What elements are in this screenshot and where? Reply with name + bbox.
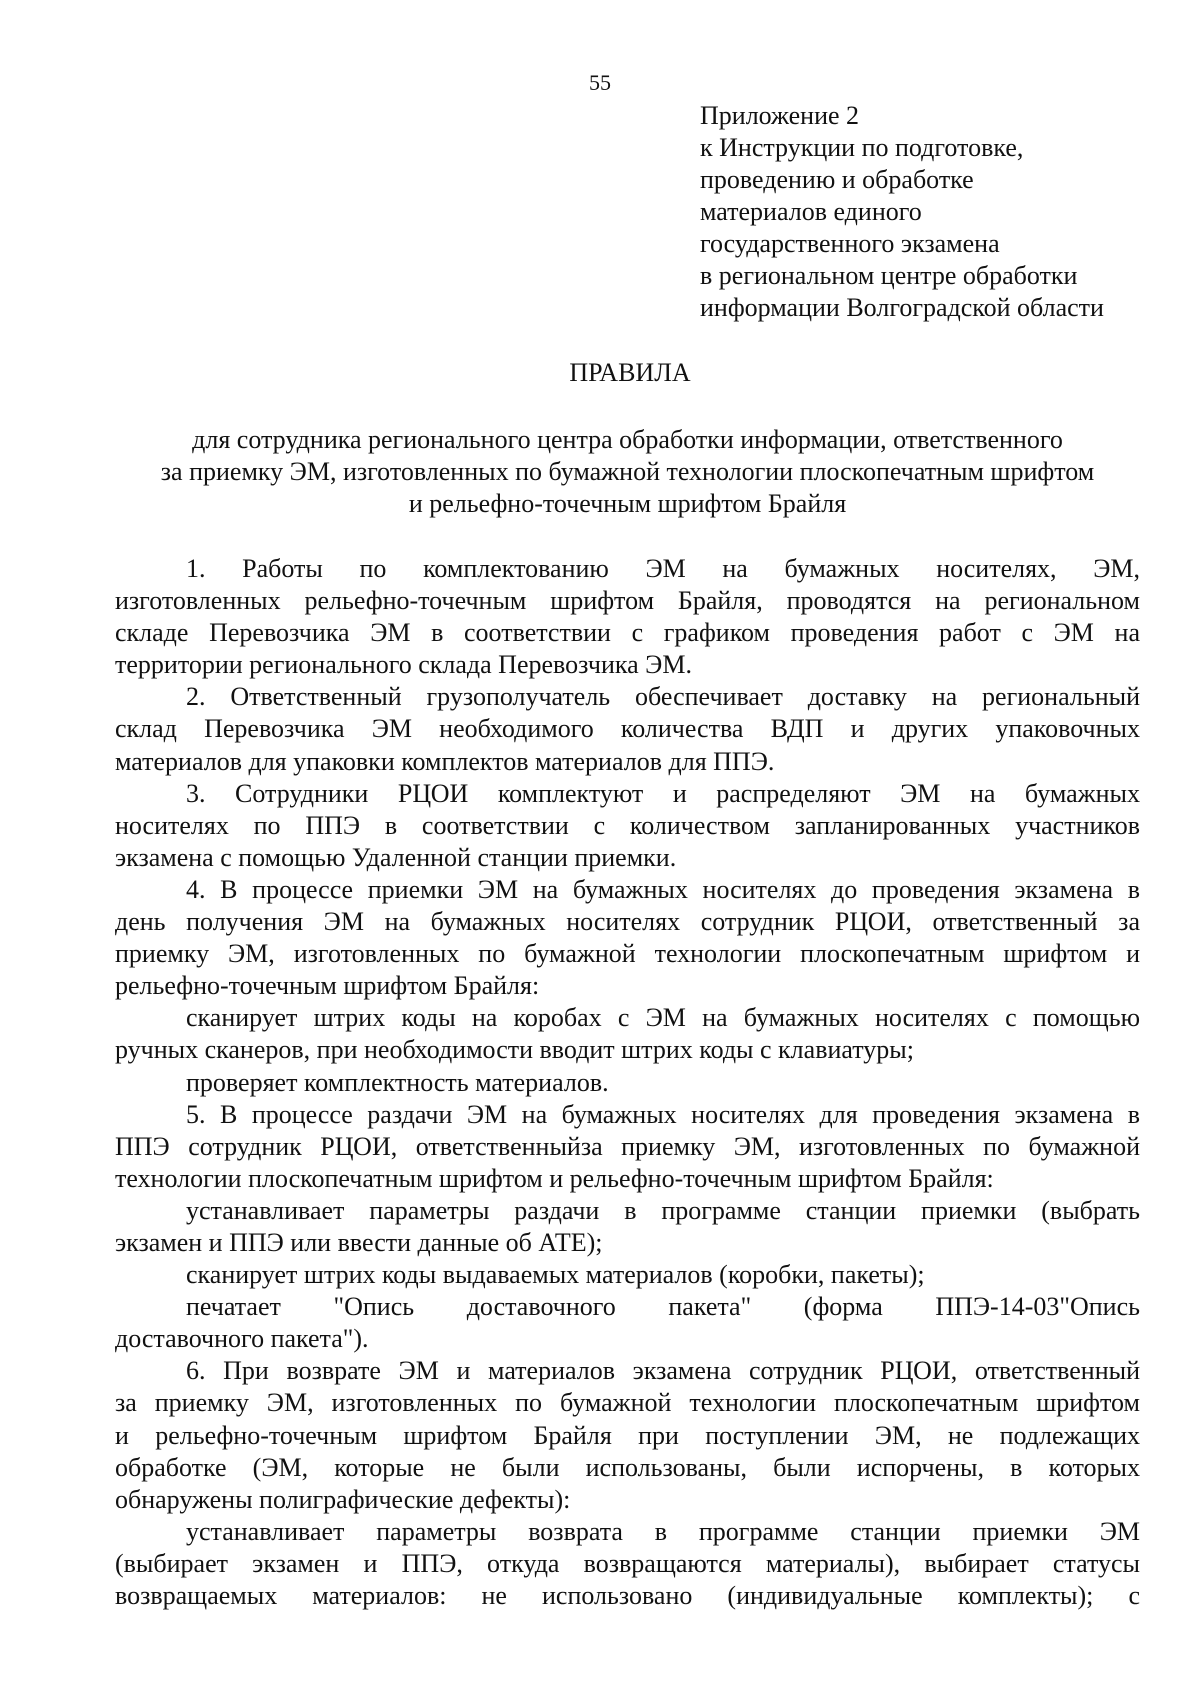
paragraph-3-line: носителях по ППЭ в соответствии с количеством запланированных участников	[115, 810, 1140, 840]
paragraph-1-line: территории регионального склада Перевозчика ЭМ.	[115, 650, 692, 680]
appendix-line: в региональном центре обработки	[700, 261, 1078, 290]
paragraph-4a-line: сканирует штрих коды на коробах с ЭМ на бумажных носителях с помощью	[186, 1003, 1140, 1033]
paragraph-4a-line: ручных сканеров, при необходимости вводит штрих коды с клавиатуры;	[115, 1035, 914, 1065]
document-subtitle	[115, 424, 1140, 520]
paragraph-5-line: технологии плоскопечатным шрифтом и рельефно-точечным шрифтом Брайля:	[115, 1163, 994, 1193]
subtitle-line: за приемку ЭМ, изготовленных по бумажной технологии плоскопечатным шрифтом	[160, 457, 1095, 486]
appendix-line: информации Волгоградской области	[700, 293, 1104, 322]
paragraph-5c-line: доставочного пакета").	[115, 1324, 369, 1354]
paragraph-5a-line: устанавливает параметры раздачи в программе станции приемки (выбрать	[186, 1195, 1140, 1225]
appendix-line: государственного экзамена	[700, 229, 1000, 258]
paragraph-5b-line: сканирует штрих коды выдаваемых материалов (коробки, пакеты);	[186, 1260, 925, 1290]
paragraph-3-line: 3. Сотрудники РЦОИ комплектуют и распределяют ЭМ на бумажных	[186, 778, 1140, 808]
paragraph-6-line: за приемку ЭМ, изготовленных по бумажной технологии плоскопечатным шрифтом	[115, 1388, 1140, 1418]
paragraph-1-line: 1. Работы по комплектованию ЭМ на бумажных носителях, ЭМ,	[186, 554, 1140, 583]
paragraph-6a-line: возвращаемых материалов: не использовано (индивидуальные комплекты); с	[115, 1581, 1140, 1610]
appendix-line: материалов единого	[700, 197, 922, 226]
page-number: 55	[589, 70, 611, 95]
paragraph-4b-line: проверяет комплектность материалов.	[186, 1067, 609, 1097]
paragraph-2-line: материалов для упаковки комплектов материалов для ППЭ.	[115, 746, 775, 776]
appendix-header	[700, 100, 1180, 324]
paragraph-3-line: экзамена с помощью Удаленной станции приемки.	[115, 842, 677, 872]
body-text	[115, 553, 1140, 1612]
paragraph-6-line: и рельефно-точечным шрифтом Брайля при поступлении ЭМ, не подлежащих	[115, 1420, 1140, 1450]
paragraph-6-line: обработке (ЭМ, которые не были использованы, были испорчены, в которых	[115, 1452, 1140, 1482]
paragraph-4-line: рельефно-точечным шрифтом Брайля:	[115, 971, 540, 1001]
paragraph-6-line: обнаружены полиграфические дефекты):	[115, 1484, 571, 1514]
paragraph-4-line: 4. В процессе приемки ЭМ на бумажных носителях до проведения экзамена в	[186, 874, 1140, 904]
paragraph-6a-line: устанавливает параметры возврата в программе станции приемки ЭМ	[186, 1516, 1140, 1546]
appendix-line: проведению и обработке	[700, 165, 974, 194]
appendix-line: Приложение 2	[700, 101, 860, 130]
paragraph-4-line: приемку ЭМ, изготовленных по бумажной технологии плоскопечатным шрифтом и	[115, 939, 1140, 969]
paragraph-2-line: 2. Ответственный грузополучатель обеспечивает доставку на региональный	[186, 682, 1140, 712]
paragraph-1-line: складе Перевозчика ЭМ в соответствии с графиком проведения работ с ЭМ на	[115, 618, 1140, 648]
subtitle-line: для сотрудника регионального центра обработки информации, ответственного	[192, 425, 1063, 454]
paragraph-6a-line: (выбирает экзамен и ППЭ, откуда возвращаются материалы), выбирает статусы	[115, 1548, 1140, 1578]
paragraph-2-line: склад Перевозчика ЭМ необходимого количества ВДП и других упаковочных	[115, 714, 1140, 744]
paragraph-5-line: ППЭ сотрудник РЦОИ, ответственныйза приемку ЭМ, изготовленных по бумажной	[115, 1131, 1140, 1161]
paragraph-1-line: изготовленных рельефно-точечным шрифтом Брайля, проводятся на региональном	[115, 586, 1140, 616]
paragraph-5a-line: экзамен и ППЭ или ввести данные об АТЕ);	[115, 1227, 603, 1257]
document-title: ПРАВИЛА	[569, 358, 691, 387]
paragraph-5-line: 5. В процессе раздачи ЭМ на бумажных носителях для проведения экзамена в	[186, 1099, 1140, 1129]
paragraph-4-line: день получения ЭМ на бумажных носителях сотрудник РЦОИ, ответственный за	[115, 907, 1140, 937]
paragraph-5c-line: печатает "Опись доставочного пакета" (форма ППЭ-14-03"Опись	[186, 1292, 1140, 1322]
paragraph-6-line: 6. При возврате ЭМ и материалов экзамена сотрудник РЦОИ, ответственный	[186, 1356, 1140, 1386]
appendix-line: к Инструкции по подготовке,	[700, 133, 1024, 162]
subtitle-line: и рельефно-точечным шрифтом Брайля	[408, 489, 847, 518]
